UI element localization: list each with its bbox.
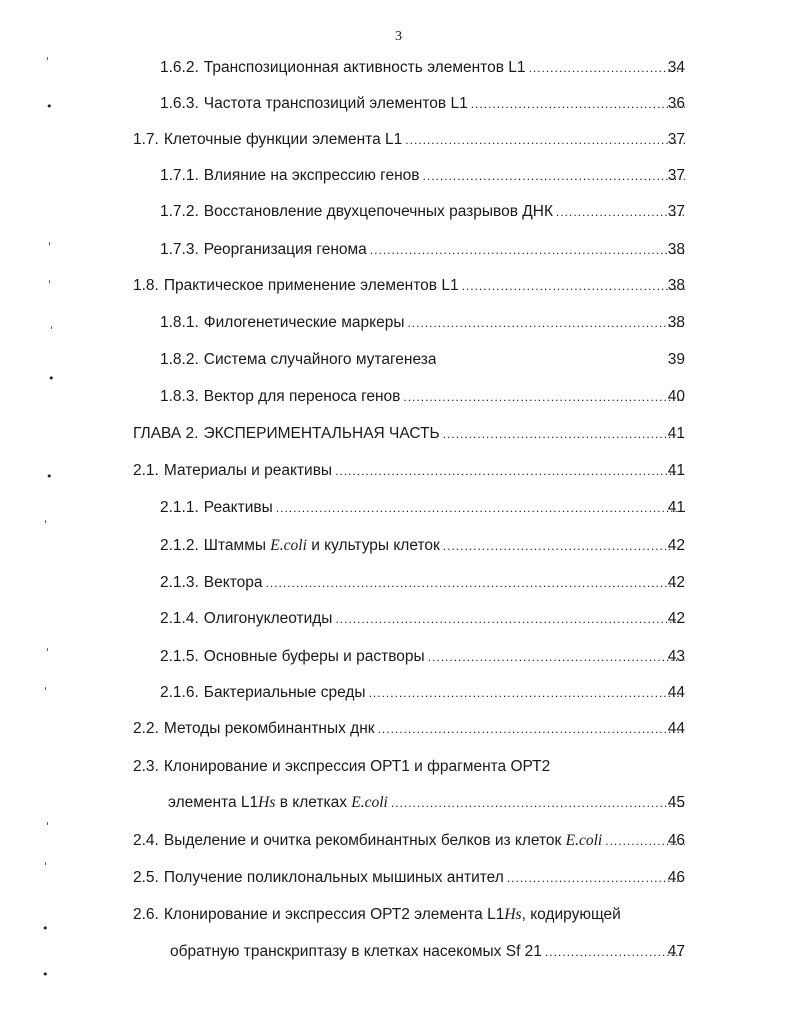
toc-leader <box>407 311 685 335</box>
toc-leader <box>391 791 685 815</box>
toc-number: 1.7.2. <box>160 203 199 220</box>
toc-title <box>164 903 621 927</box>
toc-title: Транспозиционная активность элементов L1 <box>203 59 526 76</box>
toc-title-part: Клонирование и экспрессия ОРТ2 элемента L1 <box>163 906 505 923</box>
toc-number: 2.1.3. <box>160 574 199 591</box>
toc-number: 1.8.3. <box>160 388 199 405</box>
toc-title: Реактивы <box>203 499 273 516</box>
toc-title: Влияние на экспрессию генов <box>203 167 420 184</box>
toc-title: Восстановление двухцепочечных разрывов ДНК <box>203 203 553 220</box>
toc-number: 2.1.2. <box>160 537 199 554</box>
toc-entry-2-1-4[interactable] <box>0 607 797 631</box>
toc-number: 1.7.1. <box>160 167 199 184</box>
scan-speck: ˈ <box>50 324 54 337</box>
toc-number: 1.6.2. <box>160 59 199 76</box>
toc-title-part: и культуры клеток <box>306 537 440 554</box>
toc-page: 41 <box>667 499 685 516</box>
toc-title: Основные буферы и растворы <box>203 648 425 665</box>
scan-speck: • <box>46 100 53 113</box>
toc-leader <box>276 496 685 520</box>
toc-leader <box>403 385 685 409</box>
scan-speck: • <box>42 922 49 935</box>
toc-title: Материалы и реактивы <box>163 462 333 479</box>
toc-title: Вектора <box>203 574 263 591</box>
toc-title: Практическое применение элементов L1 <box>163 277 459 294</box>
scan-speck: • <box>42 968 49 981</box>
toc-number: 1.8. <box>133 277 159 294</box>
page-number: 3 <box>395 29 402 44</box>
toc-page: 46 <box>667 869 685 886</box>
toc-entry-2-6-continued[interactable] <box>0 940 797 964</box>
toc-number: 1.7. <box>133 131 159 148</box>
toc-number: 1.8.2. <box>160 351 199 368</box>
toc-page: 44 <box>667 684 685 701</box>
toc-entry-chapter-2[interactable] <box>0 422 797 446</box>
toc-leader <box>369 681 685 705</box>
toc-page: 44 <box>667 720 685 737</box>
toc-entry-1-7[interactable] <box>0 128 797 152</box>
toc-title: Олигонуклеотиды <box>203 610 333 627</box>
toc-title-italic: E.coli <box>565 832 603 849</box>
toc-entry-1-6-3[interactable] <box>0 92 797 116</box>
scan-speck: ˈ <box>44 685 48 698</box>
toc-number: 2.1.6. <box>160 684 199 701</box>
toc-title: Методы рекомбинантных днк <box>163 720 375 737</box>
toc-leader <box>443 422 685 446</box>
toc-title-part: , кодирующей <box>521 906 621 923</box>
toc-number: 2.3. <box>133 758 159 775</box>
toc-page: 38 <box>667 277 685 294</box>
toc-page: 47 <box>667 943 685 960</box>
scan-speck: ˈ <box>48 278 52 291</box>
scan-speck: ˈ <box>46 55 50 68</box>
toc-title-italic: Hs <box>258 794 276 811</box>
toc-title: Вектор для переноса генов <box>203 388 401 405</box>
toc-entry-2-4[interactable] <box>0 829 797 853</box>
toc-page: 41 <box>667 425 685 442</box>
scan-speck: ˈ <box>46 820 50 833</box>
toc-page: 42 <box>667 574 685 591</box>
toc-leader <box>443 534 685 558</box>
toc-title: Система случайного мутагенеза <box>203 351 437 368</box>
toc-number: 1.6.3. <box>160 95 199 112</box>
toc-title-italic: Hs <box>504 906 522 923</box>
toc-page: 34 <box>667 59 685 76</box>
toc-number: 2.1.4. <box>160 610 199 627</box>
toc-entry-2-1[interactable] <box>0 459 797 483</box>
toc-entry-1-8-3[interactable] <box>0 385 797 409</box>
toc-title-part: элемента L1 <box>168 794 259 811</box>
toc-leader <box>405 128 685 152</box>
toc-leader <box>370 238 685 262</box>
toc-title-part: Выделение и очитка рекомбинантных белков из клеток <box>163 832 566 849</box>
toc-title: Получение поликлональных мышиных антител <box>163 869 504 886</box>
toc-entry-1-8-1[interactable] <box>0 311 797 335</box>
toc-title-italic: E.coli <box>270 537 307 554</box>
toc-leader <box>335 459 685 483</box>
toc-title: Клонирование и экспрессия ОРТ1 и фрагмента ОРТ2 <box>163 758 551 775</box>
toc-number: ГЛАВА 2. <box>133 425 199 442</box>
scan-speck: • <box>48 372 55 385</box>
toc-title <box>164 829 602 853</box>
toc-page: 37 <box>667 131 685 148</box>
toc-entry-2-2[interactable] <box>0 717 797 741</box>
toc-page: 45 <box>667 794 685 811</box>
toc-leader <box>265 571 685 595</box>
toc-title: обратную транскриптазу в клетках насекомых Sf 21 <box>170 943 542 960</box>
toc-entry-2-3[interactable] <box>0 755 797 779</box>
toc-leader <box>378 717 685 741</box>
toc-leader <box>471 92 685 116</box>
scan-speck: ˈ <box>44 518 48 531</box>
toc-title: ЭКСПЕРИМЕНТАЛЬНАЯ ЧАСТЬ <box>203 425 440 442</box>
toc-number: 2.2. <box>133 720 159 737</box>
toc-entry-2-5[interactable] <box>0 866 797 890</box>
toc-title <box>168 791 388 815</box>
toc-number: 1.8.1. <box>160 314 199 331</box>
toc-title: Бактериальные среды <box>203 684 366 701</box>
toc-entry-1-6-2[interactable] <box>0 56 797 80</box>
toc-number: 2.5. <box>133 869 159 886</box>
toc-entry-2-6[interactable] <box>0 903 797 927</box>
toc-page: 40 <box>667 388 685 405</box>
toc-title-part: Штаммы <box>203 537 271 554</box>
toc-title-italic: E.coli <box>351 794 388 811</box>
toc-entry-2-1-6[interactable] <box>0 681 797 705</box>
toc-number: 1.7.3. <box>160 241 199 258</box>
scan-speck: ˈ <box>46 646 50 659</box>
toc-page: 41 <box>667 462 685 479</box>
toc-title-part: в клетках <box>275 794 352 811</box>
toc-entry-2-1-5[interactable] <box>0 645 797 669</box>
toc-entry-1-8[interactable] <box>0 274 797 298</box>
toc-title: Частота транспозиций элементов L1 <box>203 95 468 112</box>
toc-entry-1-7-1[interactable] <box>0 164 797 188</box>
toc-entry-1-7-2[interactable] <box>0 200 797 224</box>
toc-entry-1-8-2[interactable] <box>0 348 797 372</box>
toc-entry-2-1-2[interactable] <box>0 534 797 558</box>
toc-leader <box>462 274 685 298</box>
toc-title: Филогенетические маркеры <box>203 314 405 331</box>
toc-number: 2.1.5. <box>160 648 199 665</box>
toc-page: 38 <box>667 314 685 331</box>
toc-entry-2-3-continued[interactable] <box>0 791 797 815</box>
scan-speck: ˈ <box>48 240 52 253</box>
toc-page: 42 <box>667 537 685 554</box>
toc-page: 43 <box>667 648 685 665</box>
toc-leader <box>428 645 685 669</box>
toc-leader <box>423 164 685 188</box>
scan-speck: • <box>46 470 53 483</box>
toc-entry-2-1-1[interactable] <box>0 496 797 520</box>
toc-page: 39 <box>667 351 685 368</box>
scan-speck: ˈ <box>44 860 48 873</box>
toc-title <box>204 534 440 558</box>
toc-number: 2.6. <box>133 906 159 923</box>
toc-page: 37 <box>667 203 685 220</box>
toc-page: 37 <box>667 167 685 184</box>
toc-number: 2.4. <box>133 832 159 849</box>
toc-title: Реорганизация генома <box>203 241 367 258</box>
toc-page: 42 <box>667 610 685 627</box>
toc-page: 38 <box>667 241 685 258</box>
toc-page: 46 <box>667 832 685 849</box>
toc-number: 2.1.1. <box>160 499 199 516</box>
toc-page: 36 <box>667 95 685 112</box>
toc-leader <box>335 607 685 631</box>
toc-number: 2.1. <box>133 462 159 479</box>
toc-title: Клеточные функции элемента L1 <box>163 131 403 148</box>
toc-entry-2-1-3[interactable] <box>0 571 797 595</box>
toc-entry-1-7-3[interactable] <box>0 238 797 262</box>
